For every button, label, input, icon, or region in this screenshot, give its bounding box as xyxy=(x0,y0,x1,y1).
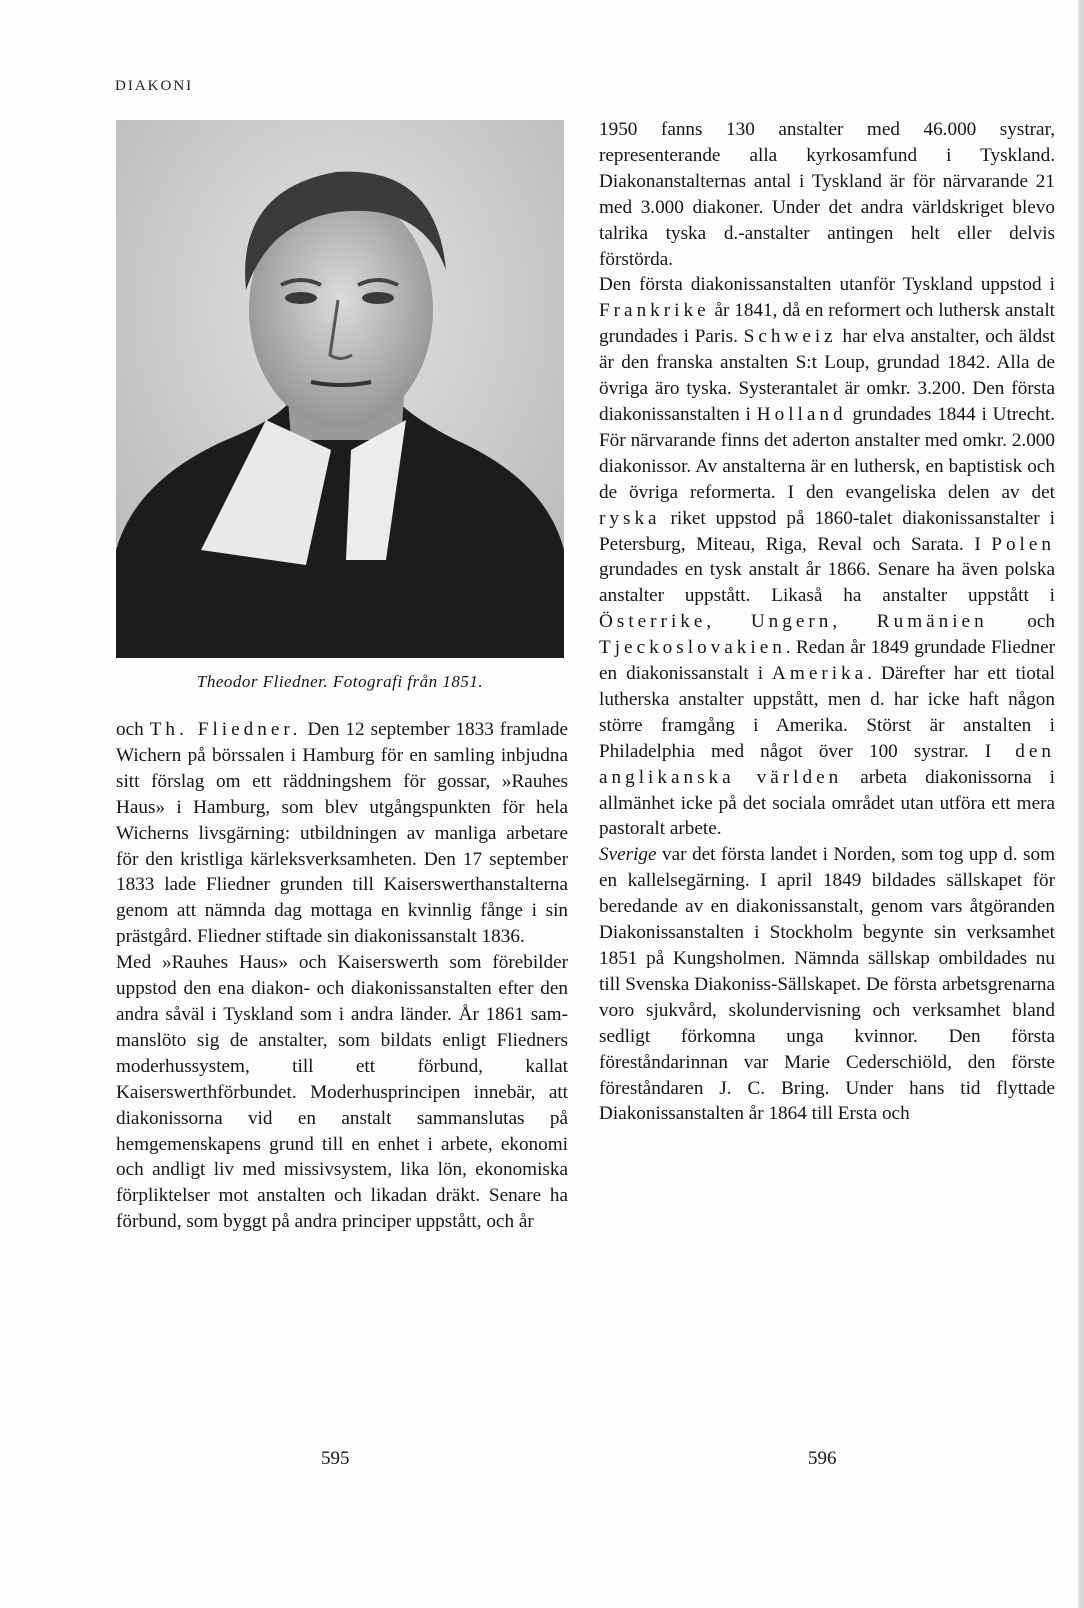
sverige-italic: Sverige xyxy=(599,844,657,866)
text-run: grundades 1844 i Utrecht. För närvarande finns det aderton anstalter med omkr. 2.000 diakonissor. Av anstalterna är en luthersk, en baptistisk och de övriga reformerta. I den evangeliska delen av det xyxy=(599,403,1055,503)
page-number-left: 595 xyxy=(321,1448,350,1469)
paragraph xyxy=(116,717,568,950)
text-run: . Redan år 1849 grundade Fliedner en diakonissanstalt i xyxy=(599,637,1055,685)
page-edge xyxy=(1078,0,1084,1608)
paragraph xyxy=(599,842,1055,1127)
text-run: grundades en tysk anstalt år 1866. Senare ha även polska anstalter uppstått. Likaså ha anstalter uppstått i xyxy=(599,559,1055,607)
page-number-right: 596 xyxy=(808,1448,837,1469)
text-run: arbeta diakonissorna i allmänhet icke på det sociala området utan utföra ett mera pastoralt arbete. xyxy=(599,766,1056,840)
text-run: och xyxy=(987,611,1055,633)
text-run: . Därefter har ett tiotal lutherska anstalter uppstått, men d. har icke haft någon större framgång i Amerika. Störst är anstalten i Philadelphia med något över 100 systrar. xyxy=(599,663,1055,762)
portrait-photo xyxy=(116,120,564,658)
country-ryska: ryska xyxy=(599,507,661,529)
paragraph xyxy=(599,272,1055,842)
country-ungern: Ungern xyxy=(750,611,833,633)
text-run: Den första diakonissanstalten utanför Tyskland uppstod i xyxy=(599,274,1055,296)
left-column xyxy=(116,717,568,1235)
text-run: år 1841, då en reformert och luthersk anstalt grundades i Paris. xyxy=(599,300,1055,348)
photo-caption: Theodor Fliedner. Fotografi från 1851. xyxy=(196,672,484,691)
text-run: har elva anstalter, och äldst är den franska anstalten S:t Loup, grundad 1842. Alla de övriga äro tyska. Systerantalet är omkr. 3.200. Den första diakonissanstalten i xyxy=(599,326,1055,425)
country-polen: Polen xyxy=(991,533,1055,555)
country-osterrike: Österrike xyxy=(599,611,707,633)
text-run: var det första landet i Norden, som tog upp d. som en kallelsegärning. I april 1849 bildades sällskapet för beredande av en diakonissanstalt, genom vars åtgöranden Diakonissanstalten i Stockholm begynte sin verksamhet 1851 på Kungsholmen. Nämnda sällskap ombildades nu till Svenska Diakoniss-Sällskapet. De första arbetsgrenarna voro sjukvård, skolundervisning och verksamhet bland sedligt förkomna unga kvinnor. Den första föreståndarinnan var Marie Cederschiöld, den förste föreståndaren J. C. Bring. Under hans tid flyttade Diakonissanstalten år 1864 till Ersta och xyxy=(599,844,1055,1125)
text-run: Den 12 september 1833 framlade Wichern på börssalen i Hamburg för en samling inbjudna sitt förslag om ett räddningshem för gossar, »Rauhes Haus» i Hamburg, som blev utgångspunkten för hela Wicherns livsgärning: utbildningen av manliga arbetare för den kristliga kärleksverksamheten. Den 17 september 1833 lade Fliedner grunden till Kaiserswerthanstalterna genom att nämnda dag mottaga en kvinnlig fånge i sin prästgård. Fliedner stiftade sin diakonissanstalt 1836. xyxy=(116,719,568,948)
country-holland: Holland xyxy=(756,403,847,425)
country-frankrike: Frankrike xyxy=(599,300,710,322)
right-column xyxy=(599,117,1055,1127)
running-header: DIAKONI xyxy=(115,78,194,94)
country-rumanien: Rumänien xyxy=(876,611,988,633)
text-run: riket uppstod på 1860-talet diakonissanstalter i Petersburg, Miteau, Riga, Reval och Sarata. I xyxy=(599,507,1055,555)
country-amerika: Amerika xyxy=(772,663,868,685)
text-run: och xyxy=(116,719,150,740)
paragraph: 1950 fanns 130 anstalter med 46.000 systrar, representerande alla kyrkosamfund i Tyskland. Diakonanstalternas antal i Tyskland är för närvarande 21 med 3.000 diakoner. Under det andra världskriget blevo talrika tyska d.-anstalter antingen helt eller delvis förstörda. xyxy=(599,119,1055,270)
paragraph: Med »Rauhes Haus» och Kaiserswerth som förebilder uppstod den ena diakon- och diakonissanstalten efter den andra såväl i Tyskland som i andra länder. År 1861 sammanslöto sig de anstalter, som bildats enligt Fliedners moderhussystem, till ett förbund, kallat Kaiserswerthförbundet. Moderhusprincipen innebär, att diakonissorna vid en anstalt sammanslutas på hemgemenskapens grund till en enhet i arbete, ekonomi och andligt liv med missivsystem, lika lön, ekonomiska förpliktelser mot anstalten och likadan dräkt. Senare ha förbund, som byggt på andra principer uppstått, och år xyxy=(116,952,568,1233)
name-spaced: Th. Fliedner. xyxy=(149,719,302,740)
country-tjeckoslovakien: Tjeckoslovakien xyxy=(599,637,786,659)
country-schweiz: Schweiz xyxy=(743,326,837,348)
text-run: , xyxy=(706,611,751,633)
text-run: , xyxy=(832,611,877,633)
anglikanska-spaced: I den anglikanska världen xyxy=(599,740,1055,788)
